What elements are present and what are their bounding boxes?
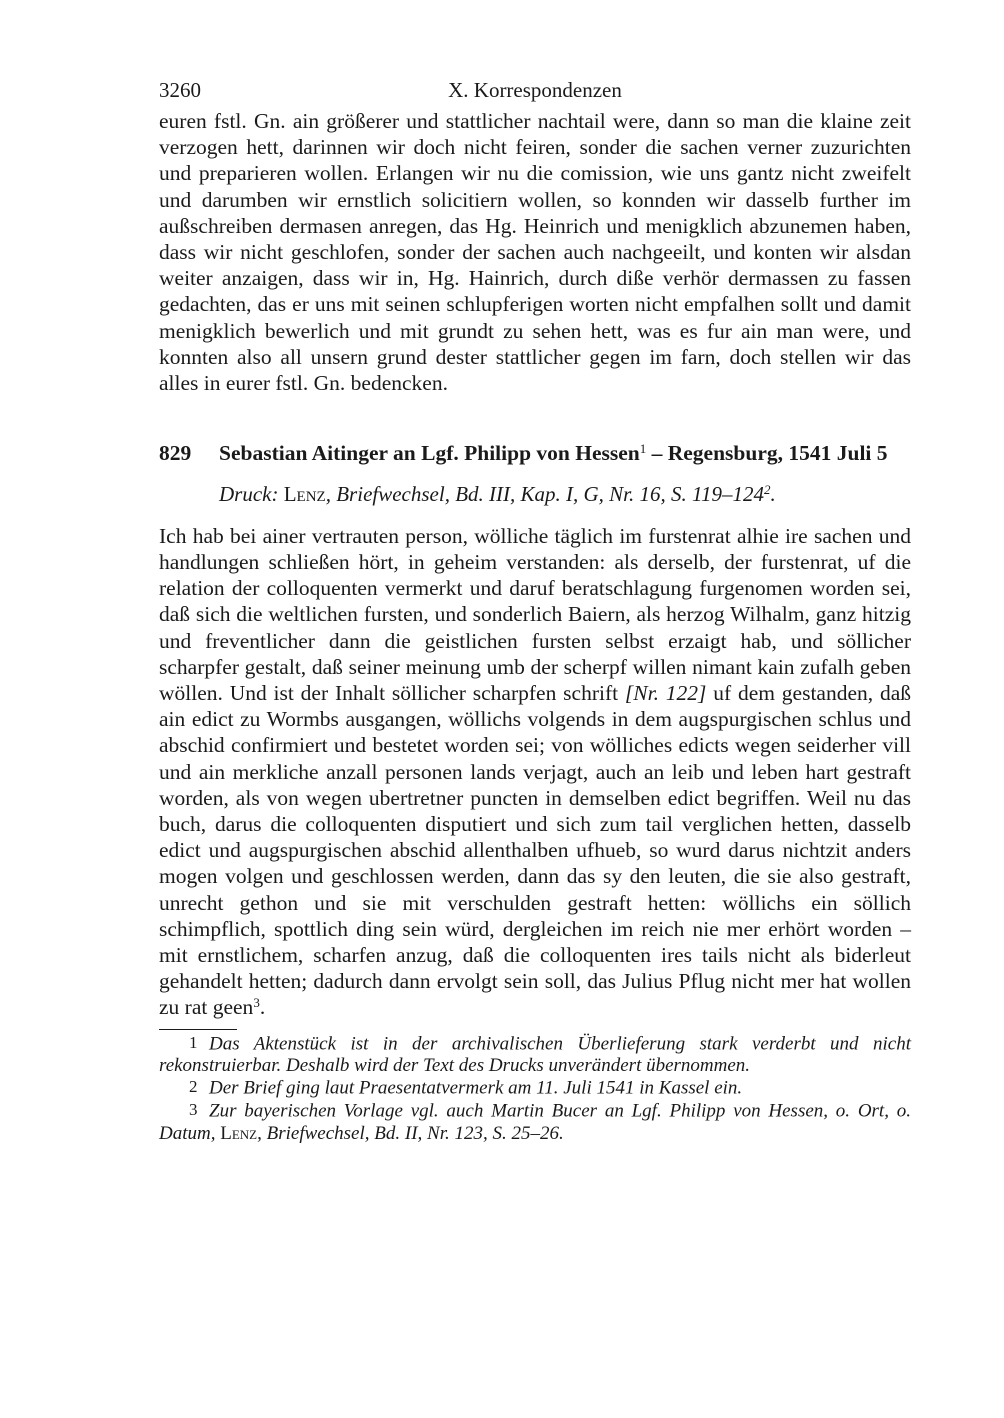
footnote-ref-2[interactable]: 2: [763, 481, 771, 497]
cross-reference[interactable]: [Nr. 122]: [624, 680, 707, 705]
document-title-place-date: – Regensburg, 1541 Juli 5: [646, 441, 888, 466]
letter-text-part1: Ich hab bei ainer vertrauten person, wölliche täglich im furstenrat alhie ire sachen und handlungen schließen hört, in geheim verstanden: als derselb, der furstenrat, uf die relation der colloquenten vermerkt und daruf beratschlagung furgenomen worden sei, daß sich die weltlichen fursten, und sonderlich Baiern, als herzog Wilhalm, ganz hitzig und freventlicher dann die geistlichen fursten selbst erzaigt hab, und söllicher scharpfer gestalt, daß seiner meinung umb der scherpf willen nimant kain zufalh geben wöllen. Und ist der Inhalt söllicher scharpfen schrift: [159, 523, 911, 705]
footnote-mark: 1: [189, 1032, 198, 1052]
document-page: [159, 78, 911, 1144]
footnote-text: Das Aktenstück ist in der archivalischen Überlieferung stark verderbt und nicht rekonstruierbar. Deshalb wird der Text des Drucks unverändert übernommen.: [159, 1033, 911, 1076]
document-title: [219, 440, 911, 467]
letter-text-part2: uf dem gestanden, daß ain edict zu Wormbs ausgangen, wöllichs volgends in dem augspurgischen schlus und abschid confirmiert und bestetet worden sei; von wölliches edicts wegen seiderher vill und ain merkliche anzall personen lands verjagt, auch an leib und leben hart gestraft worden, als von wegen ubertretner puncten in demselben edict begriffen. Weil nu das buch, darus die colloquenten disputiert und sich zum tail verglichen hetten, dasselb edict und augspurgischen abschid allenthalben ufhueb, so wurd darus nichtzit anders mogen volgen und geschlossen werden, dann das sy den leuten, die sie also gestraft, unrecht gethon und sie mit verschulden gestraft hetten: wöllichs ein söllich schimpflich, spottlich ding sein würd, dergleichen im reich nie mer erhört worden – mit ernstlichem, scharfen anzug, daß die colloquenten ires tails nicht als biderleut gehandelt hetten; dadurch dann ervolgt sein soll, das Julius Pflug nicht mer hat wollen zu rat geen: [159, 680, 912, 1020]
print-author: Lenz: [283, 481, 326, 506]
print-reference: , Briefwechsel, Bd. III, Kap. I, G, Nr. 16, S. 119–124: [325, 481, 764, 506]
footnote-text: Zur bayerischen Vorlage vgl. auch Martin Bucer an Lgf. Philipp von Hessen, o. Ort, o. Datum,: [159, 1101, 911, 1144]
letter-text: Ich hab bei ainer vertrauten person, wölliche täglich im furstenrat alhie ire sachen und handlungen schließen hört, in geheim verstanden: als derselb, der furstenrat, uf die relation der colloquenten vermerkt und daruf beratschlagung furgenomen worden sei, daß sich die weltlichen fursten, und sonderlich Baiern, als herzog Wilhalm, ganz hitzig und freventlicher dann die geistlichen fursten selbst erzaigt hab, und söllicher scharpfer gestalt, daß seiner meinung umb der scherpf willen nimant kain zufalh geben wöllen. Und ist der Inhalt söllicher scharpfen schrift [Nr. 122] uf dem gestanden, daß ain edict zu Wormbs ausgangen, wöllichs volgends in dem augspurgischen schlus und abschid confirmiert und bestetet worden sei; von wölliches edicts wegen seiderher vill und ain merkliche anzall personen lands verjagt, auch an leib und leben hart gestraft worden, als von wegen ubertretner puncten in demselben edict begriffen. Weil nu das buch, darus die colloquenten disputiert und sich zum tail verglichen hetten, dasselb edict und augspurgischen abschid allenthalben ufhueb, so wurd darus nichtzit anders mogen volgen und geschlossen werden, dann das sy den leuten, die sie also gestraft, unrecht gethon und sie mit verschulden gestraft hetten: wöllichs ein söllich schimpflich, spottlich ding sein würd, dergleichen im reich nie mer erhört worden – mit ernstlichem, scharfen anzug, daß die colloquenten ires tails nicht als biderleut gehandelt hetten; dadurch dann ervolgt sein soll, das Julius Pflug nicht mer hat wollen zu rat geen$^3$.: [159, 523, 912, 1020]
print-label: Druck:: [219, 481, 279, 506]
footnote-author: Lenz: [220, 1122, 258, 1144]
footnote-2: [159, 1076, 911, 1099]
footnote-divider: [159, 1029, 237, 1030]
footnote-text-end: , Briefwechsel, Bd. II, Nr. 123, S. 25–26.: [257, 1122, 564, 1144]
continuation-paragraph: euren fstl. Gn. ain größerer und stattlicher nachtail were, dann so man die klaine zeit verzogen hett, darinnen wir doch nicht feiren, sonder die sachen verner zuzurichten und preparieren wollen. Erlangen wir nu die comission, wie uns gantz nicht zweifelt und darumben wir ernstlich solicitiern wollen, so konnden wir dasselb further im außschreiben dermasen anregen, das Hg. Heinrich und menigklich abzunemen haben, dass wir nicht geschlofen, sonder der sachen auch nachgeeilt, und konten wir alsdan weiter anzaigen, dass wir in, Hg. Hainrich, durch diße verhör dermassen zu fassen gedachten, das er uns mit seinen schlupferigen worten nicht empfalhen sollt und damit menigklich bewerlich und mit grundt zu sehen hett, was es fur ain man were, und konnten also all unsern grund dester stattlicher gegen im farn, doch stellen wir das alles in eurer fstl. Gn. bedencken.: [159, 109, 911, 396]
footnote-ref-3[interactable]: 3: [253, 995, 260, 1011]
page-number: 3260: [159, 78, 201, 102]
footnote-mark: 2: [189, 1077, 198, 1097]
running-title: X. Korrespondenzen: [448, 78, 622, 102]
document-heading: [159, 440, 911, 467]
document-number: 829: [159, 441, 192, 466]
running-header: [159, 78, 911, 108]
footnote-mark: 3: [189, 1100, 198, 1120]
print-source: Druck: Lenz, Briefwechsel, Bd. III, Kap. I, G, Nr. 16, S. $119-124^2$.: [219, 481, 776, 506]
footnote-3: [159, 1099, 911, 1144]
footnote-text: Der Brief ging laut Praesentatvermerk am 11. Juli 1541 in Kassel ein.: [209, 1077, 743, 1099]
footnote-1: [159, 1032, 911, 1077]
footnote-ref-1[interactable]: 1: [639, 441, 647, 457]
footnotes: [159, 1032, 911, 1145]
document-title-main: Sebastian Aitinger an Lgf. Philipp von Hessen: [219, 441, 640, 466]
